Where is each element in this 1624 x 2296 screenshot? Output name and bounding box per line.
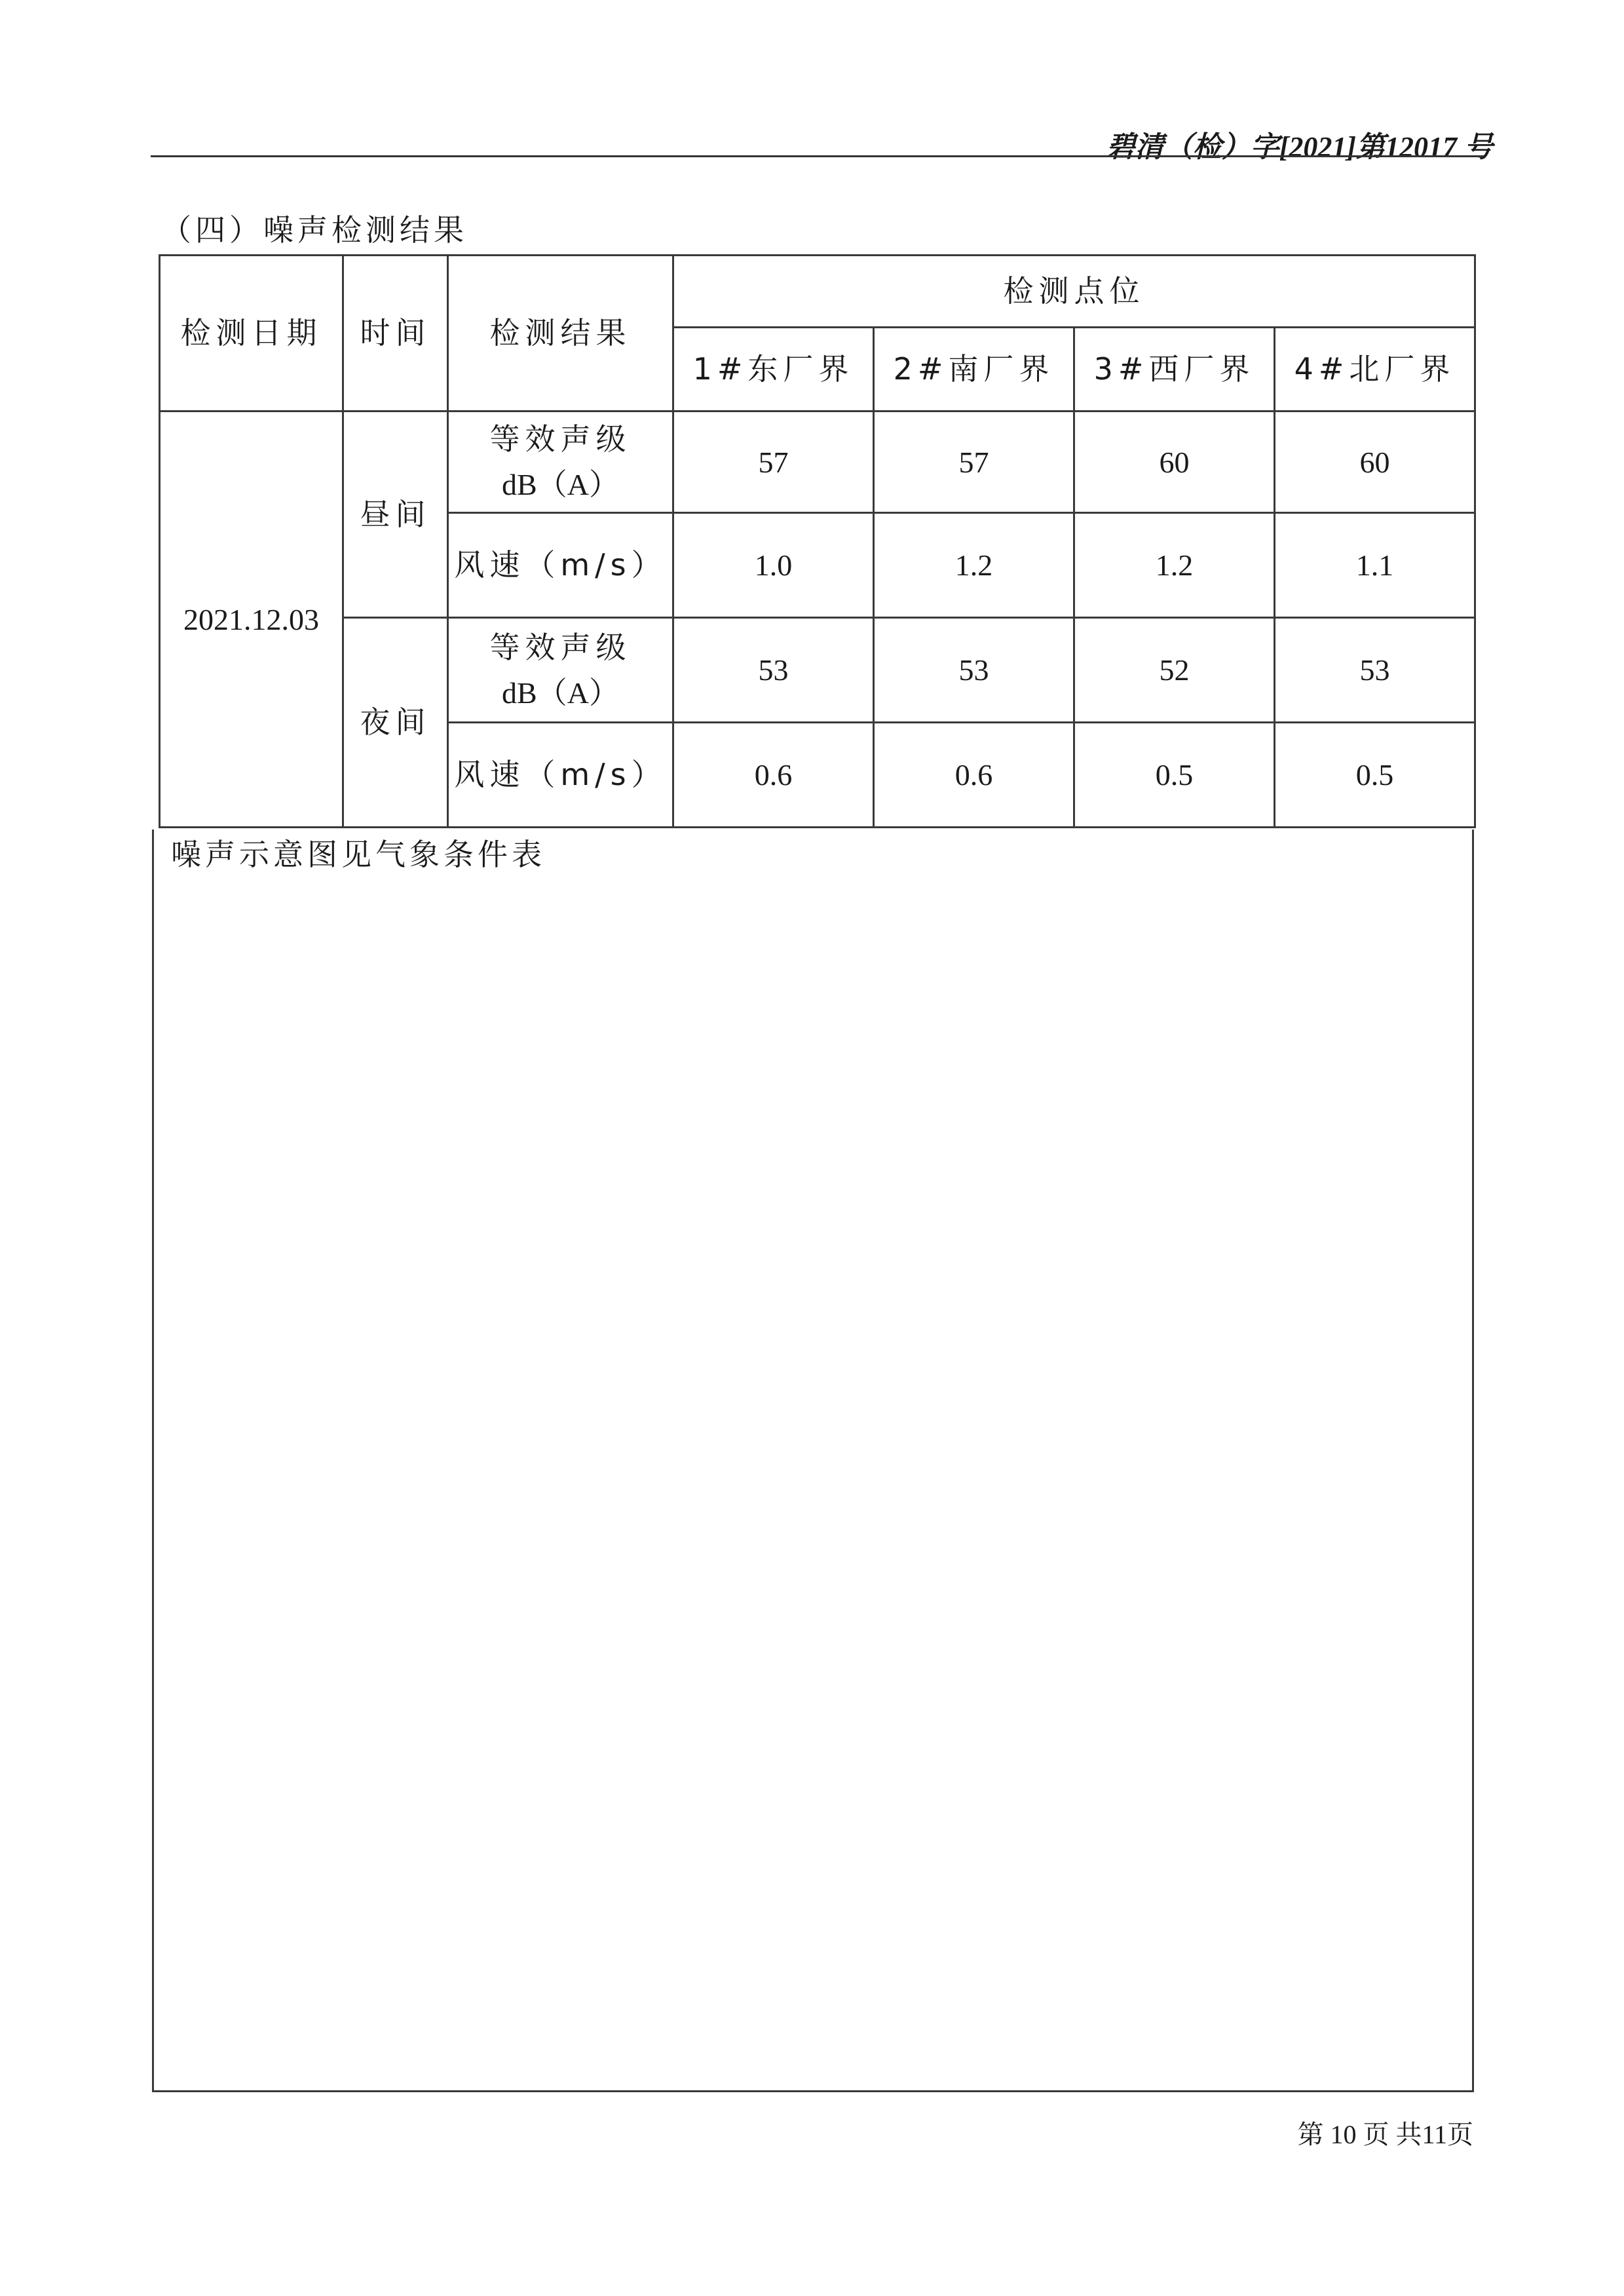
notes-text: 噪声示意图见气象条件表 bbox=[171, 837, 546, 872]
leq-label-night bbox=[448, 618, 673, 723]
night-wind-4: 0.5 bbox=[1275, 723, 1475, 828]
section-title: （四）噪声检测结果 bbox=[161, 212, 468, 248]
night-leq-3: 52 bbox=[1074, 618, 1275, 723]
leq-label-line2: dB（A） bbox=[502, 468, 619, 501]
night-wind-3: 0.5 bbox=[1074, 723, 1275, 828]
point-4: 4#北厂界 bbox=[1275, 328, 1475, 411]
day-wind-2: 1.2 bbox=[874, 513, 1074, 618]
day-leq-2: 57 bbox=[874, 411, 1074, 513]
period-day: 昼间 bbox=[343, 411, 448, 618]
point-1: 1#东厂界 bbox=[673, 328, 874, 411]
header-result: 检测结果 bbox=[448, 256, 673, 411]
header-date: 检测日期 bbox=[160, 256, 343, 411]
day-leq-1: 57 bbox=[673, 411, 874, 513]
leq-label-line1: 等效声级 bbox=[489, 629, 632, 665]
period-night: 夜间 bbox=[343, 618, 448, 828]
noise-results-table bbox=[159, 254, 1476, 828]
leq-label-day bbox=[448, 411, 673, 513]
night-wind-1: 0.6 bbox=[673, 723, 874, 828]
point-2: 2#南厂界 bbox=[874, 328, 1074, 411]
day-leq-3: 60 bbox=[1074, 411, 1275, 513]
notes-box bbox=[152, 830, 1474, 2092]
header-divider bbox=[151, 155, 1484, 157]
night-leq-4: 53 bbox=[1275, 618, 1475, 723]
point-3: 3#西厂界 bbox=[1074, 328, 1275, 411]
wind-label-day: 风速（m/s） bbox=[448, 513, 673, 618]
day-wind-1: 1.0 bbox=[673, 513, 874, 618]
night-leq-1: 53 bbox=[673, 618, 874, 723]
header-points: 检测点位 bbox=[673, 256, 1475, 328]
test-date: 2021.12.03 bbox=[160, 411, 343, 828]
day-wind-4: 1.1 bbox=[1275, 513, 1475, 618]
day-wind-3: 1.2 bbox=[1074, 513, 1275, 618]
leq-label-line1: 等效声级 bbox=[489, 421, 632, 457]
leq-label-line2: dB（A） bbox=[502, 676, 619, 710]
wind-label-night: 风速（m/s） bbox=[448, 723, 673, 828]
header-time: 时间 bbox=[343, 256, 448, 411]
night-leq-2: 53 bbox=[874, 618, 1074, 723]
page-number: 第 10 页 共11页 bbox=[1297, 2120, 1473, 2149]
day-leq-4: 60 bbox=[1275, 411, 1475, 513]
report-reference-number: 碧清（检）字[2021]第12017 号 bbox=[1106, 131, 1493, 163]
night-wind-2: 0.6 bbox=[874, 723, 1074, 828]
